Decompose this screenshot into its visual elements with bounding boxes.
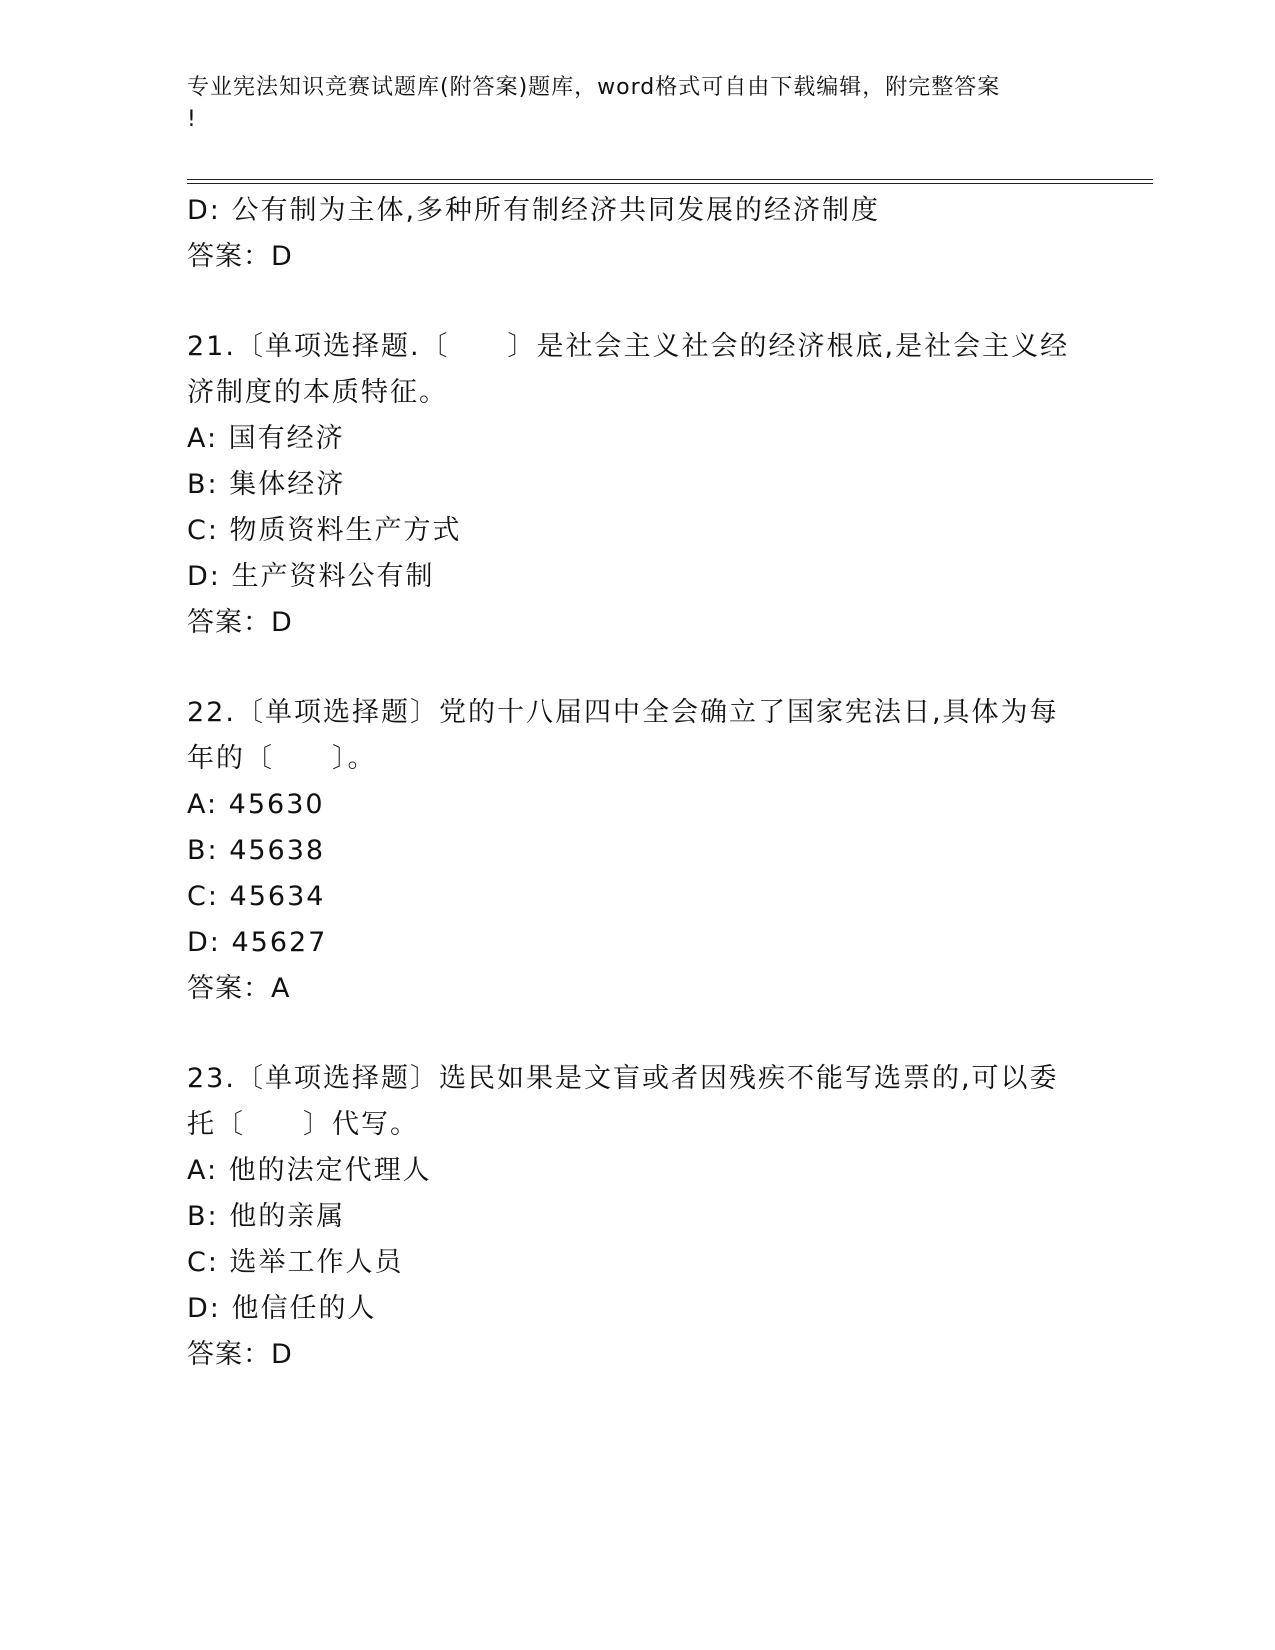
question-22 [187,690,1067,1012]
answer-line: 答案：A [187,973,291,1004]
option-d: D: 生产资料公有制 [187,561,435,592]
question-stem: 21.〔单项选择题.〔 〕是社会主义社会的经济根底,是社会主义经 [187,331,1070,362]
question-21 [187,324,1070,646]
document-body [187,188,1070,1378]
question-23 [187,1056,1067,1378]
option-d: D: 他信任的人 [187,1293,377,1324]
option-c: C: 物质资料生产方式 [187,515,462,546]
header-title-continuation: ! [187,107,197,132]
option-b: B: 集体经济 [187,469,346,500]
question-stem: 23.〔单项选择题〕选民如果是文盲或者因残疾不能写选票的,可以委 [187,1063,1059,1094]
spacer [187,646,1067,690]
option-d: D: 公有制为主体,多种所有制经济共同发展的经济制度 [187,195,881,226]
option-c: C: 选举工作人员 [187,1247,404,1278]
spacer [187,280,1067,324]
question-stem-continuation: 托〔 〕代写。 [187,1109,419,1140]
answer-line: 答案：D [187,241,293,272]
previous-question-tail [187,188,1067,280]
option-b: B: 他的亲属 [187,1201,346,1232]
option-a: A: 他的法定代理人 [187,1155,432,1186]
header-rule-bottom [187,183,1153,184]
header-rule-top [187,179,1153,180]
question-stem-continuation: 年的〔 〕。 [187,743,377,774]
option-d: D: 45627 [187,927,328,958]
question-stem-continuation: 济制度的本质特征。 [187,377,448,408]
answer-line: 答案：D [187,607,293,638]
document-header [187,72,1067,136]
option-a: A: 国有经济 [187,423,345,454]
option-a: A: 45630 [187,789,325,820]
header-title: 专业宪法知识竞赛试题库(附答案)题库，word格式可自由下载编辑，附完整答案 [187,75,1001,100]
option-b: B: 45638 [187,835,326,866]
answer-line: 答案：D [187,1339,293,1370]
option-c: C: 45634 [187,881,326,912]
spacer [187,1012,1067,1056]
question-stem: 22.〔单项选择题〕党的十八届四中全会确立了国家宪法日,具体为每 [187,697,1059,728]
